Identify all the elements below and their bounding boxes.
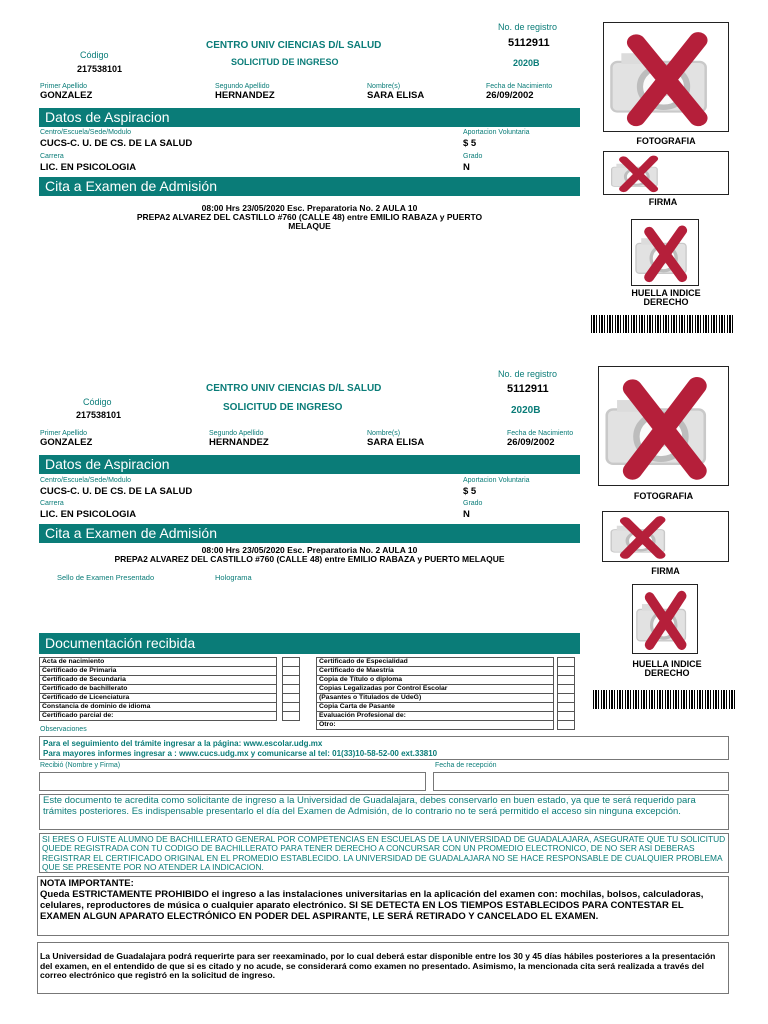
no-signature-icon — [607, 512, 677, 561]
codigo-label: Código — [80, 50, 109, 60]
centro-value-2: CUCS-C. U. DE CS. DE LA SALUD — [40, 486, 193, 497]
centro-title: CENTRO UNIV CIENCIAS D/L SALUD — [206, 40, 382, 51]
fecha-nac-2: 26/09/2002 — [507, 437, 555, 448]
aportacion-label-2: Aportacion Voluntaria — [463, 477, 530, 484]
foto-caption-2: FOTOGRAFIA — [633, 491, 694, 501]
seguimiento-box — [39, 736, 729, 760]
table-row — [317, 721, 554, 730]
no-fingerprint-icon — [632, 220, 698, 285]
doc-checkbox[interactable] — [558, 676, 575, 685]
firma-caption-2: FIRMA — [651, 566, 680, 576]
firma-placeholder-2 — [602, 511, 729, 562]
aportacion-value: $ 5 — [463, 138, 477, 149]
doc-checkbox[interactable] — [283, 703, 300, 712]
table-row — [40, 676, 277, 685]
huella-caption-2a: HUELLA INDICE — [632, 659, 702, 669]
fecha-nac-label: Fecha de Nacimiento — [486, 83, 553, 90]
primer-apellido-label: Primer Apellido — [40, 83, 88, 90]
doc-checkbox-col-left[interactable] — [282, 657, 300, 721]
fecha-recepcion-label: Fecha de recepción — [435, 762, 497, 769]
cita-header-2: Cita a Examen de Admisión — [39, 524, 580, 543]
nombre-label-2: Nombre(s) — [367, 430, 401, 437]
firma-placeholder — [603, 151, 729, 195]
segundo-apellido-label-2: Segundo Apellido — [209, 430, 264, 437]
huella-caption-2b: DERECHO — [644, 668, 690, 679]
huella-caption-2: DERECHO — [643, 297, 689, 308]
doc-left-item: Certificado de Licenciatura — [40, 694, 277, 703]
no-fingerprint-icon — [633, 585, 697, 653]
doc-checkbox[interactable] — [283, 694, 300, 703]
primer-apellido-label-2: Primer Apellido — [40, 430, 88, 437]
doc-left-item: Certificado de Secundaria — [40, 676, 277, 685]
solicitud-title-2: SOLICITUD DE INGRESO — [223, 402, 343, 413]
huella-caption — [603, 289, 729, 308]
doc-checkbox[interactable] — [283, 685, 300, 694]
table-row — [40, 685, 277, 694]
table-row — [317, 712, 554, 721]
reexamen-box: La Universidad de Guadalajara podrá requerirte para ser reexaminado, por lo cual deberá estar disponible entre los 30 y 45 días hábiles posteriores a la presentación del examen, en el entendido de que si es citado y no acude, se considerará como examen no presentado. Asimismo, la mencionada cita será realizada a través del correo electrónico que registró en la solicitud de ingreso. — [37, 942, 729, 994]
firma-caption: FIRMA — [648, 197, 678, 207]
huella-placeholder-2 — [632, 584, 698, 654]
aviso-bachillerato: SI ERES O FUISTE ALUMNO DE BACHILLERATO GENERAL POR COMPETENCIAS EN ESCUELAS DE LA UNIVERSIDAD DE GUADALAJARA, ASEGURATE QUE TU SOLICITUD QUEDE REGISTRADA CON TU CODIGO DE BACHILLERATO PARA TENER DERECHO A CONCURSAR CON UN PROMEDIO ELECTRONICO, DE NO SER ASI DEBERAS REGISTRAR EL CERTIFICADO ORIGINAL EN EL PROMEDIO ESTABLECIDO. LA UNIVERSIDAD DE GUADALAJARA NO SE HACE RESPONSABLE DE CUALQUIER PROBLEMA QUE SE PRESENTE POR NO ATENDER LA INDICACION. — [39, 833, 729, 873]
cita-line2b: MELAQUE — [288, 221, 331, 231]
fecha-nac-label-2: Fecha de Nacimiento — [507, 430, 574, 437]
table-row — [317, 667, 554, 676]
grado-label-2: Grado — [463, 500, 483, 507]
recibio-label: Recibió (Nombre y Firma) — [40, 762, 121, 769]
holograma-label: Holograma — [215, 573, 252, 582]
ciclo: 2020B — [513, 58, 540, 68]
solicitud-title: SOLICITUD DE INGRESO — [231, 57, 339, 67]
doc-right-item: Certificado de Maestría — [317, 667, 554, 676]
doc-left-item: Certificado de bachillerato — [40, 685, 277, 694]
cita-line2a: PREPA2 ALVAREZ DEL CASTILLO #760 (CALLE 48) entre EMILIO RABAZA y PUERTO — [136, 212, 483, 222]
huella-caption-1: HUELLA INDICE — [631, 288, 701, 298]
doc-left-item: Acta de nacimiento — [40, 658, 277, 667]
nota-importante-title: NOTA IMPORTANTE: — [40, 878, 134, 889]
ciclo-2: 2020B — [511, 405, 541, 416]
aspiracion-header-2: Datos de Aspiracion — [39, 455, 580, 474]
documentacion-header: Documentación recibida — [39, 633, 580, 654]
doc-right-item: Copia de Título o diploma — [317, 676, 554, 685]
doc-checkbox[interactable] — [558, 694, 575, 703]
doc-right-item: Copias Legalizadas por Control Escolar — [317, 685, 554, 694]
barcode — [591, 315, 733, 333]
aspiracion-header: Datos de Aspiracion — [39, 108, 580, 127]
no-signature-icon — [608, 152, 668, 194]
recibio-field[interactable] — [39, 772, 426, 791]
doc-right-item: Certificado de Especialidad — [317, 658, 554, 667]
centro-value: CUCS-C. U. DE CS. DE LA SALUD — [40, 138, 193, 149]
table-row — [317, 703, 554, 712]
doc-checkbox[interactable] — [558, 685, 575, 694]
doc-checkbox[interactable] — [283, 667, 300, 676]
doc-checkbox[interactable] — [283, 676, 300, 685]
centro-label-2: Centro/Escuela/Sede/Modulo — [40, 477, 132, 484]
grado-label: Grado — [463, 153, 483, 160]
grado-value-2: N — [463, 509, 470, 520]
photo-placeholder — [603, 22, 729, 132]
no-photo-icon — [599, 367, 728, 485]
table-row — [317, 658, 554, 667]
segundo-apellido-2: HERNANDEZ — [209, 437, 269, 448]
foto-caption: FOTOGRAFIA — [636, 136, 696, 146]
nombre-label: Nombre(s) — [367, 83, 401, 90]
doc-right-item: Otro: — [317, 721, 554, 730]
nombre: SARA ELISA — [367, 90, 425, 101]
carrera-label-2: Carrera — [40, 500, 64, 507]
observaciones-label: Observaciones — [40, 726, 87, 733]
doc-table-right — [316, 657, 554, 730]
registro-number-2: 5112911 — [507, 383, 549, 395]
registro-number: 5112911 — [508, 37, 550, 49]
doc-right-item: (Pasantes o Titulados de UdeG) — [317, 694, 554, 703]
table-row — [317, 694, 554, 703]
primer-apellido: GONZALEZ — [40, 90, 93, 101]
cita-line1: 08:00 Hrs 23/05/2020 Esc. Preparatoria No. 2 AULA 10 — [201, 203, 418, 213]
table-row — [40, 694, 277, 703]
carrera-label: Carrera — [40, 153, 64, 160]
aportacion-label: Aportacion Voluntaria — [463, 129, 530, 136]
segundo-apellido-label: Segundo Apellido — [215, 83, 270, 90]
no-photo-icon — [604, 23, 728, 131]
table-row — [317, 676, 554, 685]
codigo-value: 217538101 — [77, 64, 123, 74]
table-row — [40, 667, 277, 676]
fecha-recepcion-field[interactable] — [433, 772, 729, 791]
seguimiento-line2: Para mayores informes ingresar a : www.cucs.udg.mx y comunicarse al tel: 01(33)10-58-52-00 ext.33810 — [43, 749, 438, 758]
huella-placeholder — [631, 219, 699, 286]
doc-checkbox-col-right[interactable] — [557, 657, 575, 730]
aportacion-value-2: $ 5 — [463, 486, 477, 497]
doc-checkbox[interactable] — [283, 658, 300, 667]
seguimiento-line1: Para el seguimiento del trámite ingresar a la página: www.escolar.udg.mx — [43, 739, 323, 748]
cita-header: Cita a Examen de Admisión — [39, 177, 580, 196]
centro-title-2: CENTRO UNIV CIENCIAS D/L SALUD — [206, 383, 382, 394]
doc-left-item: Certificado de Primaria — [40, 667, 277, 676]
nombre-2: SARA ELISA — [367, 437, 425, 448]
nota-importante-body: Queda ESTRICTAMENTE PROHIBIDO el ingreso a las instalaciones universitarias en la aplicación del examen con: mochilas, bolsos, calculadoras, celulares, reproductores de música o cualquier aparato electrónico. SI SE DETECTA EN LOS TIEMPOS ESTABLECIDOS PARA CONTESTAR EL EXAMEN ALGUN APARATO ELECTRÓNICO EN PODER DEL ASPIRANTE, LE SERÁ RETIRADO Y CANCELADO EL EXAMEN. — [40, 889, 704, 922]
aviso-conservar: Este documento te acredita como solicitante de ingreso a la Universidad de Guadalajara, debes conservarlo en buen estado, ya que te será requerido para trámites posteriores. Es indispensable presentarlo el día del Examen de Admisión, de lo contrario no te será permitido el acceso sin ninguna excepción. — [39, 794, 729, 830]
centro-label: Centro/Escuela/Sede/Modulo — [40, 129, 132, 136]
segundo-apellido: HERNANDEZ — [215, 90, 275, 101]
doc-left-item: Certificado parcial de: — [40, 712, 277, 721]
carrera-value-2: LIC. EN PSICOLOGIA — [40, 509, 137, 520]
codigo-value-2: 217538101 — [76, 410, 122, 420]
table-row — [40, 703, 277, 712]
photo-placeholder-2 — [598, 366, 729, 486]
doc-right-item: Copia Carta de Pasante — [317, 703, 554, 712]
codigo-label-2: Código — [83, 397, 112, 407]
doc-table-left — [39, 657, 277, 721]
doc-checkbox[interactable] — [558, 712, 575, 721]
barcode-2 — [593, 690, 735, 709]
nota-importante-box — [37, 876, 729, 936]
fecha-nac: 26/09/2002 — [486, 90, 534, 101]
registro-label-2: No. de registro — [498, 369, 558, 379]
doc-checkbox[interactable] — [558, 667, 575, 676]
doc-left-item: Constancia de dominio de idioma — [40, 703, 277, 712]
doc-checkbox[interactable] — [558, 703, 575, 712]
table-row — [40, 712, 277, 721]
registro-label: No. de registro — [498, 22, 558, 32]
doc-checkbox[interactable] — [283, 712, 300, 721]
huella-caption-2 — [598, 660, 736, 679]
doc-checkbox[interactable] — [558, 658, 575, 667]
table-row — [317, 685, 554, 694]
carrera-value: LIC. EN PSICOLOGIA — [40, 162, 137, 173]
table-row — [40, 658, 277, 667]
cita-line1-2: 08:00 Hrs 23/05/2020 Esc. Preparatoria No. 2 AULA 10 — [201, 545, 418, 555]
primer-apellido-2: GONZALEZ — [40, 437, 93, 448]
sello-label: Sello de Examen Presentado — [57, 573, 155, 582]
doc-right-item: Evaluación Profesional de: — [317, 712, 554, 721]
doc-checkbox[interactable] — [558, 721, 575, 730]
cita-line2-2: PREPA2 ALVAREZ DEL CASTILLO #760 (CALLE 48) entre EMILIO RABAZA y PUERTO MELAQUE — [114, 554, 505, 564]
grado-value: N — [463, 162, 470, 173]
